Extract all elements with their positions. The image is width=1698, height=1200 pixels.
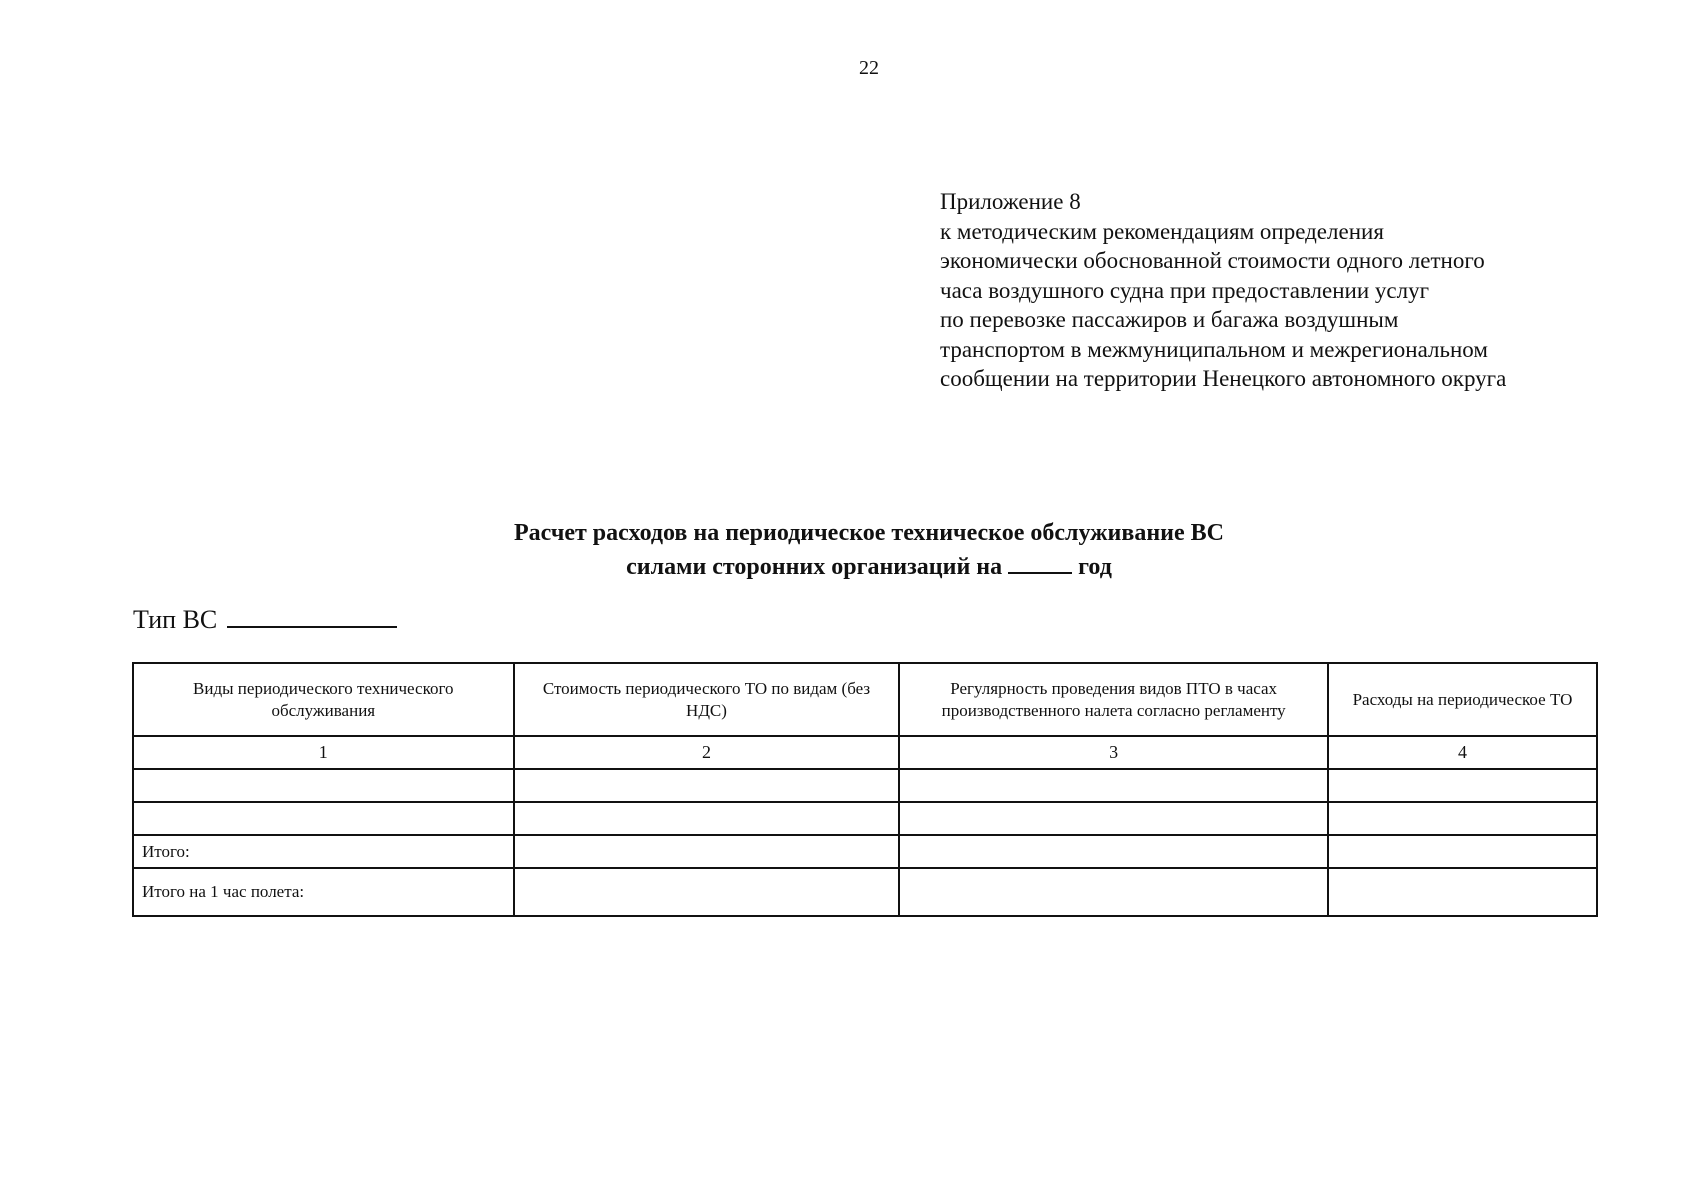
table-cell[interactable] <box>1328 835 1597 868</box>
title-line-2 <box>0 550 1698 584</box>
table-cell[interactable] <box>1328 802 1597 835</box>
appendix-line: сообщении на территории Ненецкого автономного округа <box>940 366 1507 391</box>
table-cell[interactable] <box>1328 868 1597 916</box>
appendix-line: транспортом в межмуниципальном и межрегиональном <box>940 336 1488 362</box>
appendix-line: экономически обоснованной стоимости одного летного <box>940 248 1485 273</box>
aircraft-type-blank-field[interactable] <box>227 604 397 628</box>
table-cell[interactable] <box>899 769 1328 802</box>
column-number: 3 <box>899 736 1328 769</box>
table-cell[interactable] <box>514 802 900 835</box>
table-cell[interactable] <box>899 835 1328 868</box>
table-cell[interactable] <box>133 769 514 802</box>
title-line-2-start: силами сторонних организаций на <box>626 554 1003 580</box>
table-cell[interactable] <box>514 868 900 916</box>
year-blank-field[interactable] <box>1008 552 1072 574</box>
column-header-cost: Стоимость периодического ТО по видам (без НДС) <box>514 663 900 736</box>
per-hour-total-row <box>133 868 1597 916</box>
total-row <box>133 835 1597 868</box>
appendix-line: по перевозке пассажиров и багажа воздушным <box>940 307 1399 332</box>
table-cell[interactable] <box>514 769 900 802</box>
table-header-row <box>133 663 1597 736</box>
appendix-reference <box>940 187 1506 394</box>
table-cell[interactable] <box>899 802 1328 835</box>
document-title <box>0 516 1698 584</box>
appendix-line: часа воздушного судна при предоставлении услуг <box>940 277 1429 303</box>
column-header-expenses: Расходы на периодическое ТО <box>1328 663 1597 736</box>
per-hour-total-label: Итого на 1 час полета: <box>133 868 514 916</box>
total-label: Итого: <box>133 835 514 868</box>
aircraft-type-label: Тип ВС <box>133 605 218 634</box>
title-line-2-end: год <box>1078 554 1112 580</box>
page-number: 22 <box>859 57 879 79</box>
title-line-1: Расчет расходов на периодическое техническое обслуживание ВС <box>513 520 1224 546</box>
maintenance-cost-table <box>132 662 1598 917</box>
column-number-row <box>133 736 1597 769</box>
column-number: 2 <box>514 736 900 769</box>
table-row <box>133 802 1597 835</box>
column-header-regularity: Регулярность проведения видов ПТО в часах производственного налета согласно регламенту <box>899 663 1328 736</box>
table-cell[interactable] <box>1328 769 1597 802</box>
appendix-heading: Приложение 8 <box>940 189 1081 214</box>
table-cell[interactable] <box>133 802 514 835</box>
column-header-maintenance-type: Виды периодического технического обслуживания <box>133 663 514 736</box>
appendix-line: к методическим рекомендациям определения <box>940 218 1384 244</box>
aircraft-type-line <box>133 604 397 635</box>
table-row <box>133 769 1597 802</box>
table-cell[interactable] <box>899 868 1328 916</box>
column-number: 4 <box>1328 736 1597 769</box>
column-number: 1 <box>133 736 514 769</box>
table-cell[interactable] <box>514 835 900 868</box>
